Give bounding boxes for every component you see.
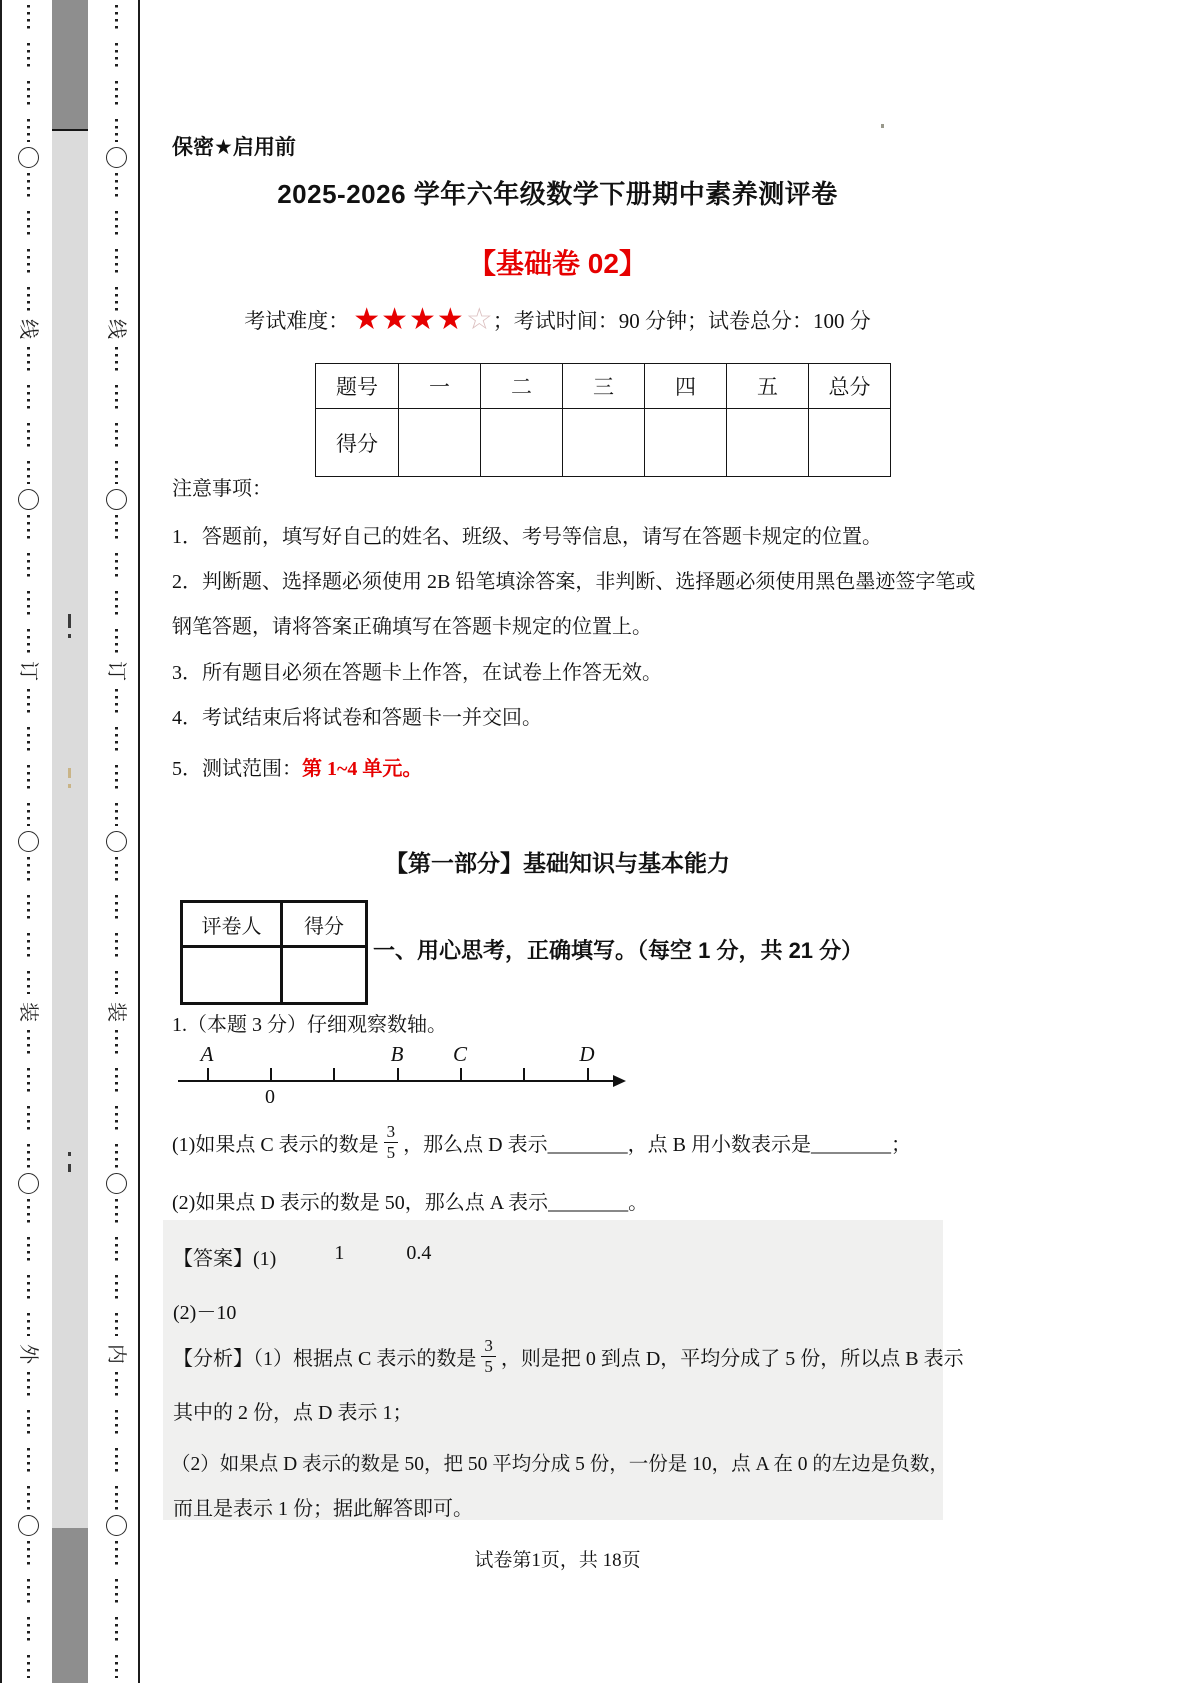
binding-dotted-line — [115, 689, 118, 826]
binding-mark — [68, 1164, 71, 1172]
axis-tick — [587, 1068, 589, 1081]
section1-title: 【第一部分】基础知识与基本能力 — [385, 850, 730, 876]
page-left-border — [0, 0, 2, 1683]
binding-strip-bottom-dark — [52, 1528, 88, 1683]
fraction-numerator: 3 — [481, 1336, 496, 1357]
binding-mark — [68, 768, 71, 778]
binding-circle-icon — [106, 147, 127, 168]
note-item-4: 4．考试结束后将试卷和答题卡一并交回。 — [172, 707, 542, 729]
binding-circle-icon — [18, 1515, 39, 1536]
fraction-denominator: 5 — [386, 1142, 396, 1162]
binding-char-0: 线 — [17, 318, 39, 339]
point-label-c: C — [452, 1042, 467, 1066]
number-line-figure — [165, 1042, 645, 1106]
score-table-header-cell: 总分 — [809, 364, 891, 409]
binding-strip — [52, 0, 88, 1683]
analysis-post: ，则是把 0 到点 D，平均分成了 5 份，所以点 B 表示 — [500, 1347, 964, 1370]
binding-circle-icon — [106, 831, 127, 852]
axis-tick — [207, 1068, 209, 1081]
grader-score-label-cell: 得分 — [282, 902, 367, 947]
note-item-2-line1: 2．判断题、选择题必须使用 2B 铅笔填涂答案，非判断、选择题必须使用黑色墨迹签字笔或 — [172, 571, 976, 593]
binding-circle-icon — [106, 1515, 127, 1536]
difficulty-label: 考试难度： — [244, 309, 350, 333]
binding-char-0: 线 — [105, 318, 127, 339]
binding-dotted-line — [115, 1372, 118, 1509]
score-cell-empty — [481, 409, 563, 477]
binding-dotted-line — [115, 857, 118, 994]
q1-part1-post: ，那么点 D 表示________，点 B 用小数表示是________； — [403, 1133, 911, 1156]
score-cell-empty — [399, 409, 481, 477]
binding-dotted-line — [115, 173, 118, 310]
score-table-score-row — [316, 409, 891, 477]
axis-tick — [460, 1068, 462, 1081]
binding-dotted-line — [27, 515, 30, 652]
axis-tick — [523, 1068, 525, 1081]
binding-dotted-line — [27, 5, 30, 142]
binding-dotted-line — [27, 1199, 30, 1336]
star-filled-icons: ★★★★ — [353, 303, 465, 336]
binding-dotted-line — [27, 1541, 30, 1678]
binding-char-2: 装 — [105, 1002, 127, 1023]
fraction-three-fifths — [481, 1336, 496, 1376]
exam-meta-line — [140, 305, 975, 335]
exam-time-total: ；考试时间：90 分钟；试卷总分：100 分 — [492, 309, 871, 333]
binding-char-1: 订 — [17, 660, 39, 681]
binding-strip-top-dark — [52, 0, 88, 131]
note-item-2-line2: 钢笔答题，请将答案正确填写在答题卡规定的位置上。 — [172, 616, 652, 638]
q1-part1-pre: (1)如果点 C 表示的数是 — [172, 1133, 379, 1156]
binding-dotted-line — [27, 857, 30, 994]
analysis-line1 — [173, 1324, 964, 1388]
point-label-a: A — [200, 1042, 214, 1066]
page-title: 2025-2026 学年六年级数学下册期中素养测评卷 — [277, 179, 838, 209]
binding-dotted-line — [115, 1030, 118, 1167]
grader-empty-cell — [182, 947, 282, 1004]
note-item-1: 1．答题前，填写好自己的姓名、班级、考号等信息，请写在答题卡规定的位置。 — [172, 526, 882, 548]
note-item-5-prefix: 5．测试范围： — [172, 758, 302, 780]
binding-dotted-line — [27, 347, 30, 484]
answer-analysis-box — [163, 1220, 964, 1520]
score-table-header-cell: 三 — [563, 364, 645, 409]
binding-dotted-line — [27, 1030, 30, 1167]
score-cell-empty — [727, 409, 809, 477]
analysis-line4: 而且是表示 1 份；据此解答即可。 — [173, 1498, 473, 1520]
binding-char-1: 订 — [105, 660, 127, 681]
binding-circle-icon — [18, 147, 39, 168]
axis-tick — [397, 1068, 399, 1081]
score-table-header-cell: 四 — [645, 364, 727, 409]
binding-dotted-line — [115, 5, 118, 142]
analysis-pre: 【分析】（1）根据点 C 表示的数是 — [173, 1347, 477, 1370]
binding-margin-right — [104, 0, 128, 1683]
analysis-line3: （2）如果点 D 表示的数是 50，把 50 平均分成 5 份，一份是 10，点 A 在 0 的左边是负数， — [171, 1454, 949, 1475]
binding-circle-icon — [18, 831, 39, 852]
score-cell-empty — [645, 409, 727, 477]
binding-dotted-line — [27, 1372, 30, 1509]
secret-label: 保密★启用前 — [172, 136, 296, 159]
binding-dotted-line — [27, 689, 30, 826]
question1-part1 — [172, 1112, 911, 1172]
binding-mark — [68, 784, 71, 788]
binding-char-3: 外 — [17, 1344, 39, 1365]
page-subtitle: 【基础卷 02】 — [468, 248, 647, 279]
notes-title: 注意事项： — [172, 478, 272, 500]
axis-tick — [333, 1068, 335, 1081]
binding-circle-icon — [106, 1173, 127, 1194]
binding-dotted-line — [115, 515, 118, 652]
score-table-header-cell: 题号 — [316, 364, 399, 409]
binding-mark — [68, 1152, 71, 1156]
binding-circle-icon — [18, 1173, 39, 1194]
page-content — [140, 0, 975, 1683]
answer-value-2: 0.4 — [406, 1242, 432, 1264]
score-summary-table — [315, 363, 891, 477]
question1-stem: 1.（本题 3 分）仔细观察数轴。 — [172, 1014, 447, 1036]
origin-label: 0 — [265, 1086, 275, 1108]
part1-heading: 一、用心思考，正确填写。（每空 1 分，共 21 分） — [373, 938, 864, 963]
score-table-header-row — [316, 364, 891, 409]
analysis-line2: 其中的 2 份，点 D 表示 1； — [173, 1402, 413, 1424]
binding-circle-icon — [106, 489, 127, 510]
grader-table-header-row — [182, 902, 367, 947]
axis-arrow-icon — [613, 1075, 626, 1087]
grader-empty-cell — [282, 947, 367, 1004]
grader-score-table — [180, 900, 368, 1005]
question1-part2: (2)如果点 D 表示的数是 50，那么点 A 表示________。 — [172, 1192, 649, 1214]
binding-dotted-line — [115, 1541, 118, 1678]
answer-line1 — [173, 1242, 431, 1271]
binding-dotted-line — [27, 173, 30, 310]
point-label-b: B — [390, 1042, 404, 1066]
answer-label: 【答案】(1) — [173, 1248, 277, 1270]
binding-margin-left — [16, 0, 40, 1683]
grader-label-cell: 评卷人 — [182, 902, 282, 947]
score-table-header-cell: 二 — [481, 364, 563, 409]
binding-circle-icon — [18, 489, 39, 510]
binding-strip-light — [52, 131, 88, 1528]
answer-value-1: 1 — [334, 1242, 345, 1264]
note-item-3: 3．所有题目必须在答题卡上作答，在试卷上作答无效。 — [172, 662, 662, 684]
fraction-numerator: 3 — [384, 1122, 399, 1143]
binding-mark — [68, 614, 71, 628]
fraction-three-fifths — [384, 1122, 399, 1162]
point-label-d: D — [579, 1042, 595, 1066]
score-table-header-cell: 五 — [727, 364, 809, 409]
binding-mark — [68, 634, 71, 638]
score-row-label: 得分 — [316, 409, 399, 477]
binding-char-3: 内 — [105, 1344, 127, 1365]
axis-tick — [270, 1068, 272, 1081]
binding-char-2: 装 — [17, 1002, 39, 1023]
fraction-denominator: 5 — [484, 1356, 493, 1376]
note-item-5 — [172, 756, 422, 782]
answer-line2: (2)－10 — [173, 1302, 237, 1324]
grader-table-empty-row — [182, 947, 367, 1004]
page-footer: 试卷第1页，共 18页 — [474, 1550, 641, 1571]
star-empty-icon: ☆ — [465, 303, 493, 336]
score-cell-empty — [809, 409, 891, 477]
binding-dotted-line — [115, 347, 118, 484]
binding-dotted-line — [115, 1199, 118, 1336]
score-table-header-cell: 一 — [399, 364, 481, 409]
score-cell-empty — [563, 409, 645, 477]
note-item-5-range: 第 1~4 单元。 — [302, 758, 423, 780]
